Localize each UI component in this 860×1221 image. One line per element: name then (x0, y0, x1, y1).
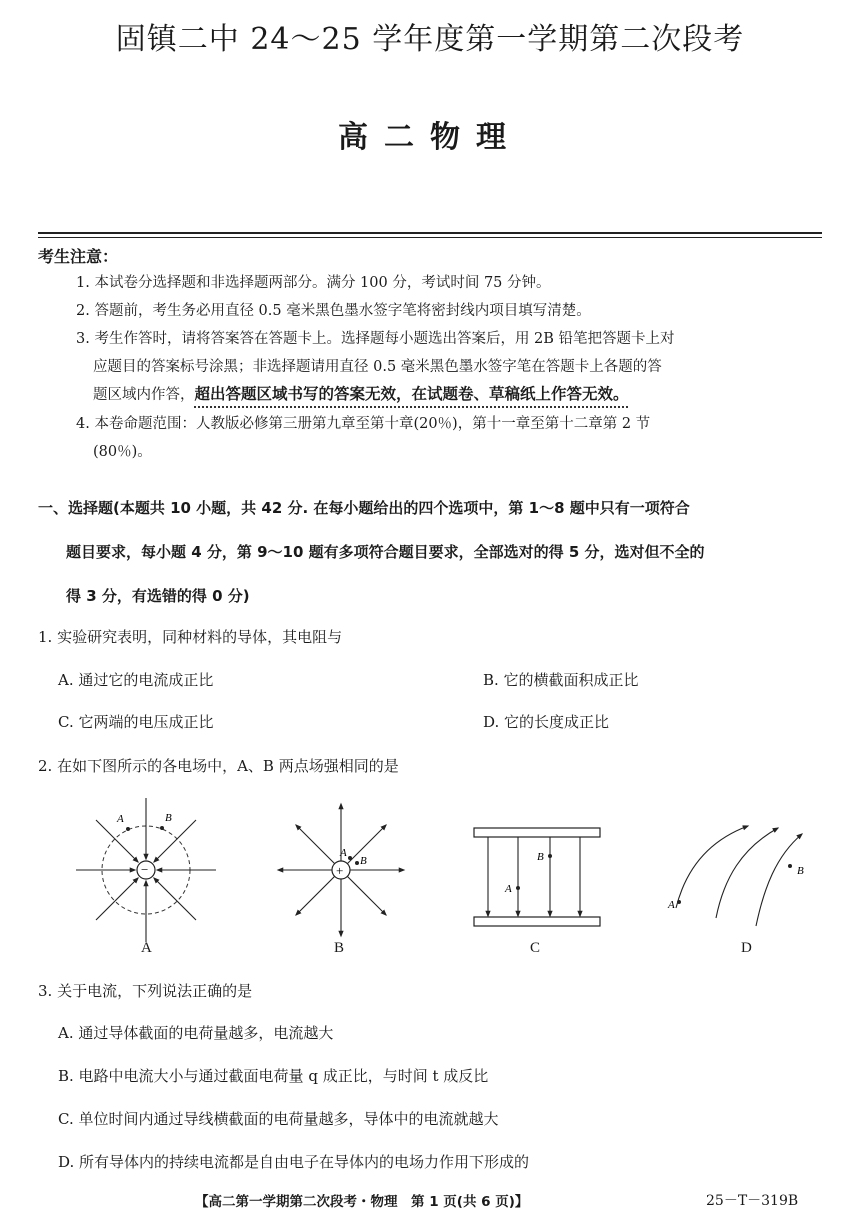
q3-option-a: A. 通过导体截面的电荷量越多，电流越大 (58, 1024, 334, 1042)
figure-a-negative-charge (76, 790, 220, 950)
fig-c-point-b: B (537, 851, 544, 863)
notice-item-3-end (93, 382, 629, 404)
fig-b-point-a: A (340, 847, 347, 859)
fig-b-point-b: B (360, 855, 367, 867)
notice-item-4: 4. 本卷命题范围：人教版必修第三册第九章至第十章(20％)，第十一章至第十二章第 2 节 (76, 416, 651, 432)
q1-option-c: C. 它两端的电压成正比 (58, 713, 214, 731)
figure-label-d: D (741, 940, 752, 956)
divider-thick (38, 232, 822, 234)
notice-heading: 考生注意： (38, 247, 119, 266)
notice-item-3-cont: 应题目的答案标号涂黑；非选择题请用直径 0.5 毫米黑色墨水签字笔在答题卡上各题的答 (93, 359, 662, 375)
section-heading-line-1: 一、选择题(本题共 10 小题，共 42 分. 在每小题给出的四个选项中，第 1～8 题中只有一项符合 (38, 499, 690, 517)
exam-title: 固镇二中 24～25 学年度第一学期第二次段考 (115, 22, 745, 57)
fig-a-point-b: B (165, 812, 172, 824)
section-heading-line-2: 题目要求，每小题 4 分，第 9～10 题有多项符合题目要求，全部选对的得 5 分，选对但不全的 (66, 543, 705, 561)
q3-option-d: D. 所有导体内的持续电流都是自由电子在导体内的电场力作用下形成的 (58, 1153, 530, 1171)
negative-sign: − (141, 862, 149, 877)
q2-stem: 2. 在如下图所示的各电场中，A、B 两点场强相同的是 (38, 757, 399, 775)
notice-item-1: 1. 本试卷分选择题和非选择题两部分。满分 100 分，考试时间 75 分钟。 (76, 275, 551, 291)
q1-option-b: B. 它的横截面积成正比 (483, 671, 639, 689)
figure-label-b: B (334, 940, 345, 956)
figure-label-a: A (141, 940, 152, 956)
notice-item-2: 2. 答题前，考生务必用直径 0.5 毫米黑色墨水签字笔将密封线内项目填写清楚。 (76, 303, 591, 319)
figure-b-positive-charge (276, 800, 406, 940)
page-footer: 【高二第一学期第二次段考・物理 第 1 页(共 6 页)】 (195, 1194, 529, 1210)
fig-d-point-b: B (797, 865, 804, 877)
q1-option-d: D. 它的长度成正比 (483, 713, 610, 731)
notice-item-4-cont: (80％)。 (93, 444, 152, 460)
section-heading-line-3: 得 3 分，有选错的得 0 分) (66, 587, 250, 605)
subject-title: 高二物理 (338, 120, 522, 155)
q3-option-c: C. 单位时间内通过导线横截面的电荷量越多，导体中的电流就越大 (58, 1110, 499, 1128)
fig-d-point-a: A (668, 899, 675, 911)
notice-item-3: 3. 考生作答时，请将答案答在答题卡上。选择题每小题选出答案后，用 2B 铅笔把答题卡上对 (76, 331, 675, 347)
q1-stem: 1. 实验研究表明，同种材料的导体，其电阻与 (38, 628, 343, 646)
notice-emphasis: 超出答题区域书写的答案无效，在试题卷、草稿纸上作答无效。 (194, 385, 629, 403)
q1-option-a: A. 通过它的电流成正比 (58, 671, 214, 689)
figure-label-c: C (530, 940, 541, 956)
divider-thin (38, 237, 822, 238)
figure-d-curved-field (660, 818, 810, 930)
paper-code: 25－T－319B (706, 1193, 799, 1209)
q3-option-b: B. 电路中电流大小与通过截面电荷量 q 成正比，与时间 t 成反比 (58, 1067, 489, 1085)
figure-c-parallel-plates (470, 822, 604, 932)
positive-sign: + (336, 863, 344, 878)
fig-a-point-a: A (117, 813, 124, 825)
notice-item-3-tail: 题区域内作答， (93, 387, 195, 403)
q3-stem: 3. 关于电流，下列说法正确的是 (38, 982, 253, 1000)
fig-c-point-a: A (505, 883, 512, 895)
